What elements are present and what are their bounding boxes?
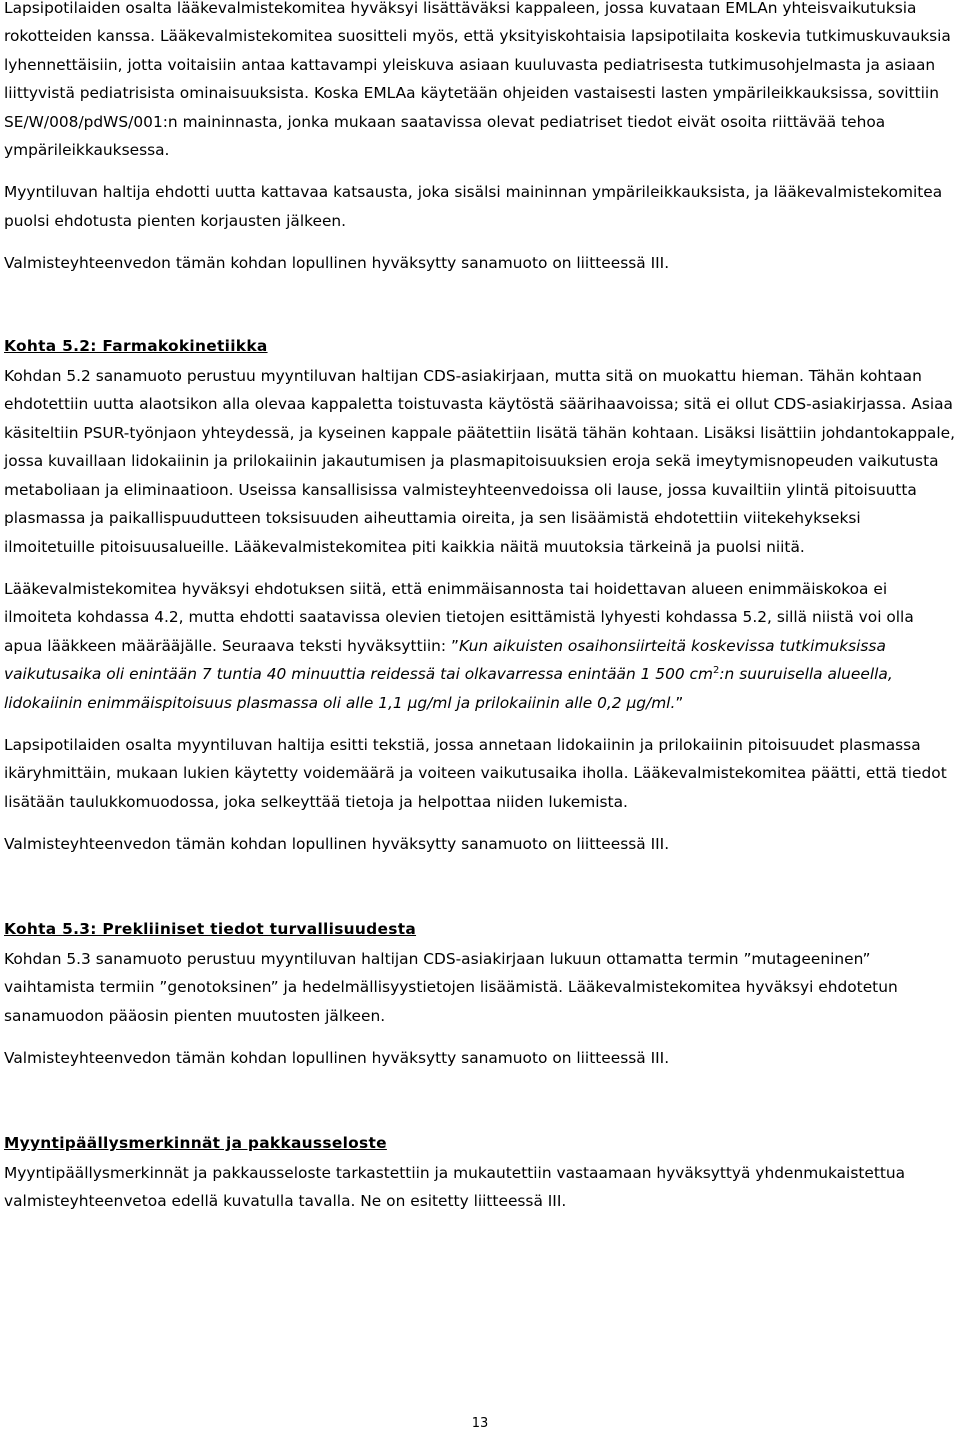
section-5-2-paragraph-2-text: Lääkevalmistekomitea hyväksyi ehdotuksen siitä, että enimmäisannosta tai hoidettavan alueen enimmäiskokoa ei ilmoiteta kohdassa 4.2, mutta ehdotti saatavissa olevien tietojen esittämistä lyhyesti kohdassa 5.2, sillä niistä voi olla apua lääkkeen määrääjälle. Seuraava teksti hyväksyttiin: ” [4, 579, 914, 655]
section-5-2-paragraph-3: Lapsipotilaiden osalta myyntiluvan haltija esitti tekstiä, jossa annetaan lidokaiinin ja prilokaiinin pitoisuudet plasmassa ikäryhmittäin, mukaan lukien käytetty voidemäärä ja voiteen vaikutusaika iholla. Lääkevalmistekomitea päätti, että tiedot lisätään taulukkomuodossa, joka selkeyttää tietoja ja helpottaa niiden lukemista. [4, 735, 947, 811]
section-5-3-paragraph-2: Valmisteyhteenvedon tämän kohdan lopullinen hyväksytty sanamuoto on liitteessä III. [4, 1049, 670, 1068]
section-5-2-paragraph-1: Kohdan 5.2 sanamuoto perustuu myyntiluvan haltijan CDS-asiakirjaan, mutta sitä on muokattu hieman. Tähän kohtaan ehdotettiin uutta alaotsikon alla olevaa kappaletta toistuvasta käytöstä säärihaavoissa; sitä ei ollut CDS-asiakirjassa. Asiaa käsiteltiin PSUR-työnjaon yhteydessä, ja kyseinen kappale päätettiin lisätä tähän kohtaan. Lisäksi lisättiin johdantokappale, jossa kuvaillaan lidokaiinin ja prilokaiinin jakautumisen ja plasmapitoisuuksien eroja sekä imeytymisnopeuden vaikutusta metaboliaan ja eliminaatioon. Useissa kansallisissa valmisteyhteenvedoissa oli lause, jossa kuvailtiin ylintä pitoisuutta plasmassa ja paikallispuudutteen toksisuuden aiheuttamia oireita, ja sen lisäämistä ehdotettiin viitekehykseksi ilmoitetuille pitoisuusalueille. Lääkevalmistekomitea piti kaikkia näitä muutoksia tärkeinä ja puolsi niitä. [4, 367, 955, 556]
intro-paragraph-3: Valmisteyhteenvedon tämän kohdan lopullinen hyväksytty sanamuoto on liitteessä III. [4, 254, 670, 273]
document-page [4, 0, 956, 1216]
section-5-2-paragraph-2 [4, 575, 956, 717]
intro-paragraph-1: Lapsipotilaiden osalta lääkevalmistekomitea hyväksyi lisättäväksi kappaleen, jossa kuvataan EMLAn yhteisvaikutuksia rokotteiden kanssa. Lääkevalmistekomitea suositteli myös, että yksityiskohtaisia lapsipotilaita koskevia tutkimuskuvauksia lyhennettäisiin, jotta voitaisiin antaa kattavampi yleiskuva asiaan kuuluvasta pediatrisesta tutkimusohjelmasta ja asiaan liittyvistä pediatrisista ominaisuuksista. Koska EMLAa käytetään ohjeiden vastaisesti lasten ympärileikkauksissa, sovittiin SE/W/008/pdWS/001:n maininnasta, jonka mukaan saatavissa olevat pediatriset tiedot eivät osoita riittävää tehoa ympärileikkauksessa. [4, 0, 951, 160]
section-5-2-paragraph-4: Valmisteyhteenvedon tämän kohdan lopullinen hyväksytty sanamuoto on liitteessä III. [4, 835, 670, 854]
page-number: 13 [471, 1416, 489, 1431]
section-5-3-paragraph-1: Kohdan 5.3 sanamuoto perustuu myyntiluvan haltijan CDS-asiakirjaan lukuun ottamatta termin ”mutageeninen” vaihtamista termiin ”genotoksinen” ja hedelmällisyystietojen lisäämistä. Lääkevalmistekomitea hyväksyi ehdotetun sanamuodon pääosin pienten muutosten jälkeen. [4, 949, 898, 1025]
intro-paragraph-2: Myyntiluvan haltija ehdotti uutta kattavaa katsausta, joka sisälsi maininnan ympärileikkauksista, ja lääkevalmistekomitea puolsi ehdotusta pienten korjausten jälkeen. [4, 183, 943, 230]
section-5-2-quote-b: :n suuruisella alueella, lidokaiinin enimmäispitoisuus plasmassa oli alle 1,1 µg/ml ja prilokaiinin alle 0,2 µg/ml. [4, 665, 893, 712]
labelling-paragraph-1: Myyntipäällysmerkinnät ja pakkausseloste tarkastettiin ja mukautettiin vastaamaan hyväksyttyä yhdenmukaistettua valmisteyhteenvetoa edellä kuvatulla tavalla. Ne on esitetty liitteessä III. [4, 1164, 906, 1211]
section-heading-5-2: Kohta 5.2: Farmakokinetiikka [4, 336, 268, 355]
section-heading-labelling: Myyntipäällysmerkinnät ja pakkausseloste [4, 1133, 387, 1152]
section-5-2-quote-superscript: 2 [713, 665, 720, 676]
section-5-2-quote-close: ” [675, 693, 684, 712]
section-5-2-quote-a: Kun aikuisten osaihonsiirteitä koskevissa tutkimuksissa vaikutusaika oli enintään 7 tuntia 40 minuuttia reidessä tai olkavarressa enintään 1 500 cm [4, 636, 886, 684]
section-heading-5-3: Kohta 5.3: Prekliiniset tiedot turvallisuudesta [4, 919, 417, 938]
